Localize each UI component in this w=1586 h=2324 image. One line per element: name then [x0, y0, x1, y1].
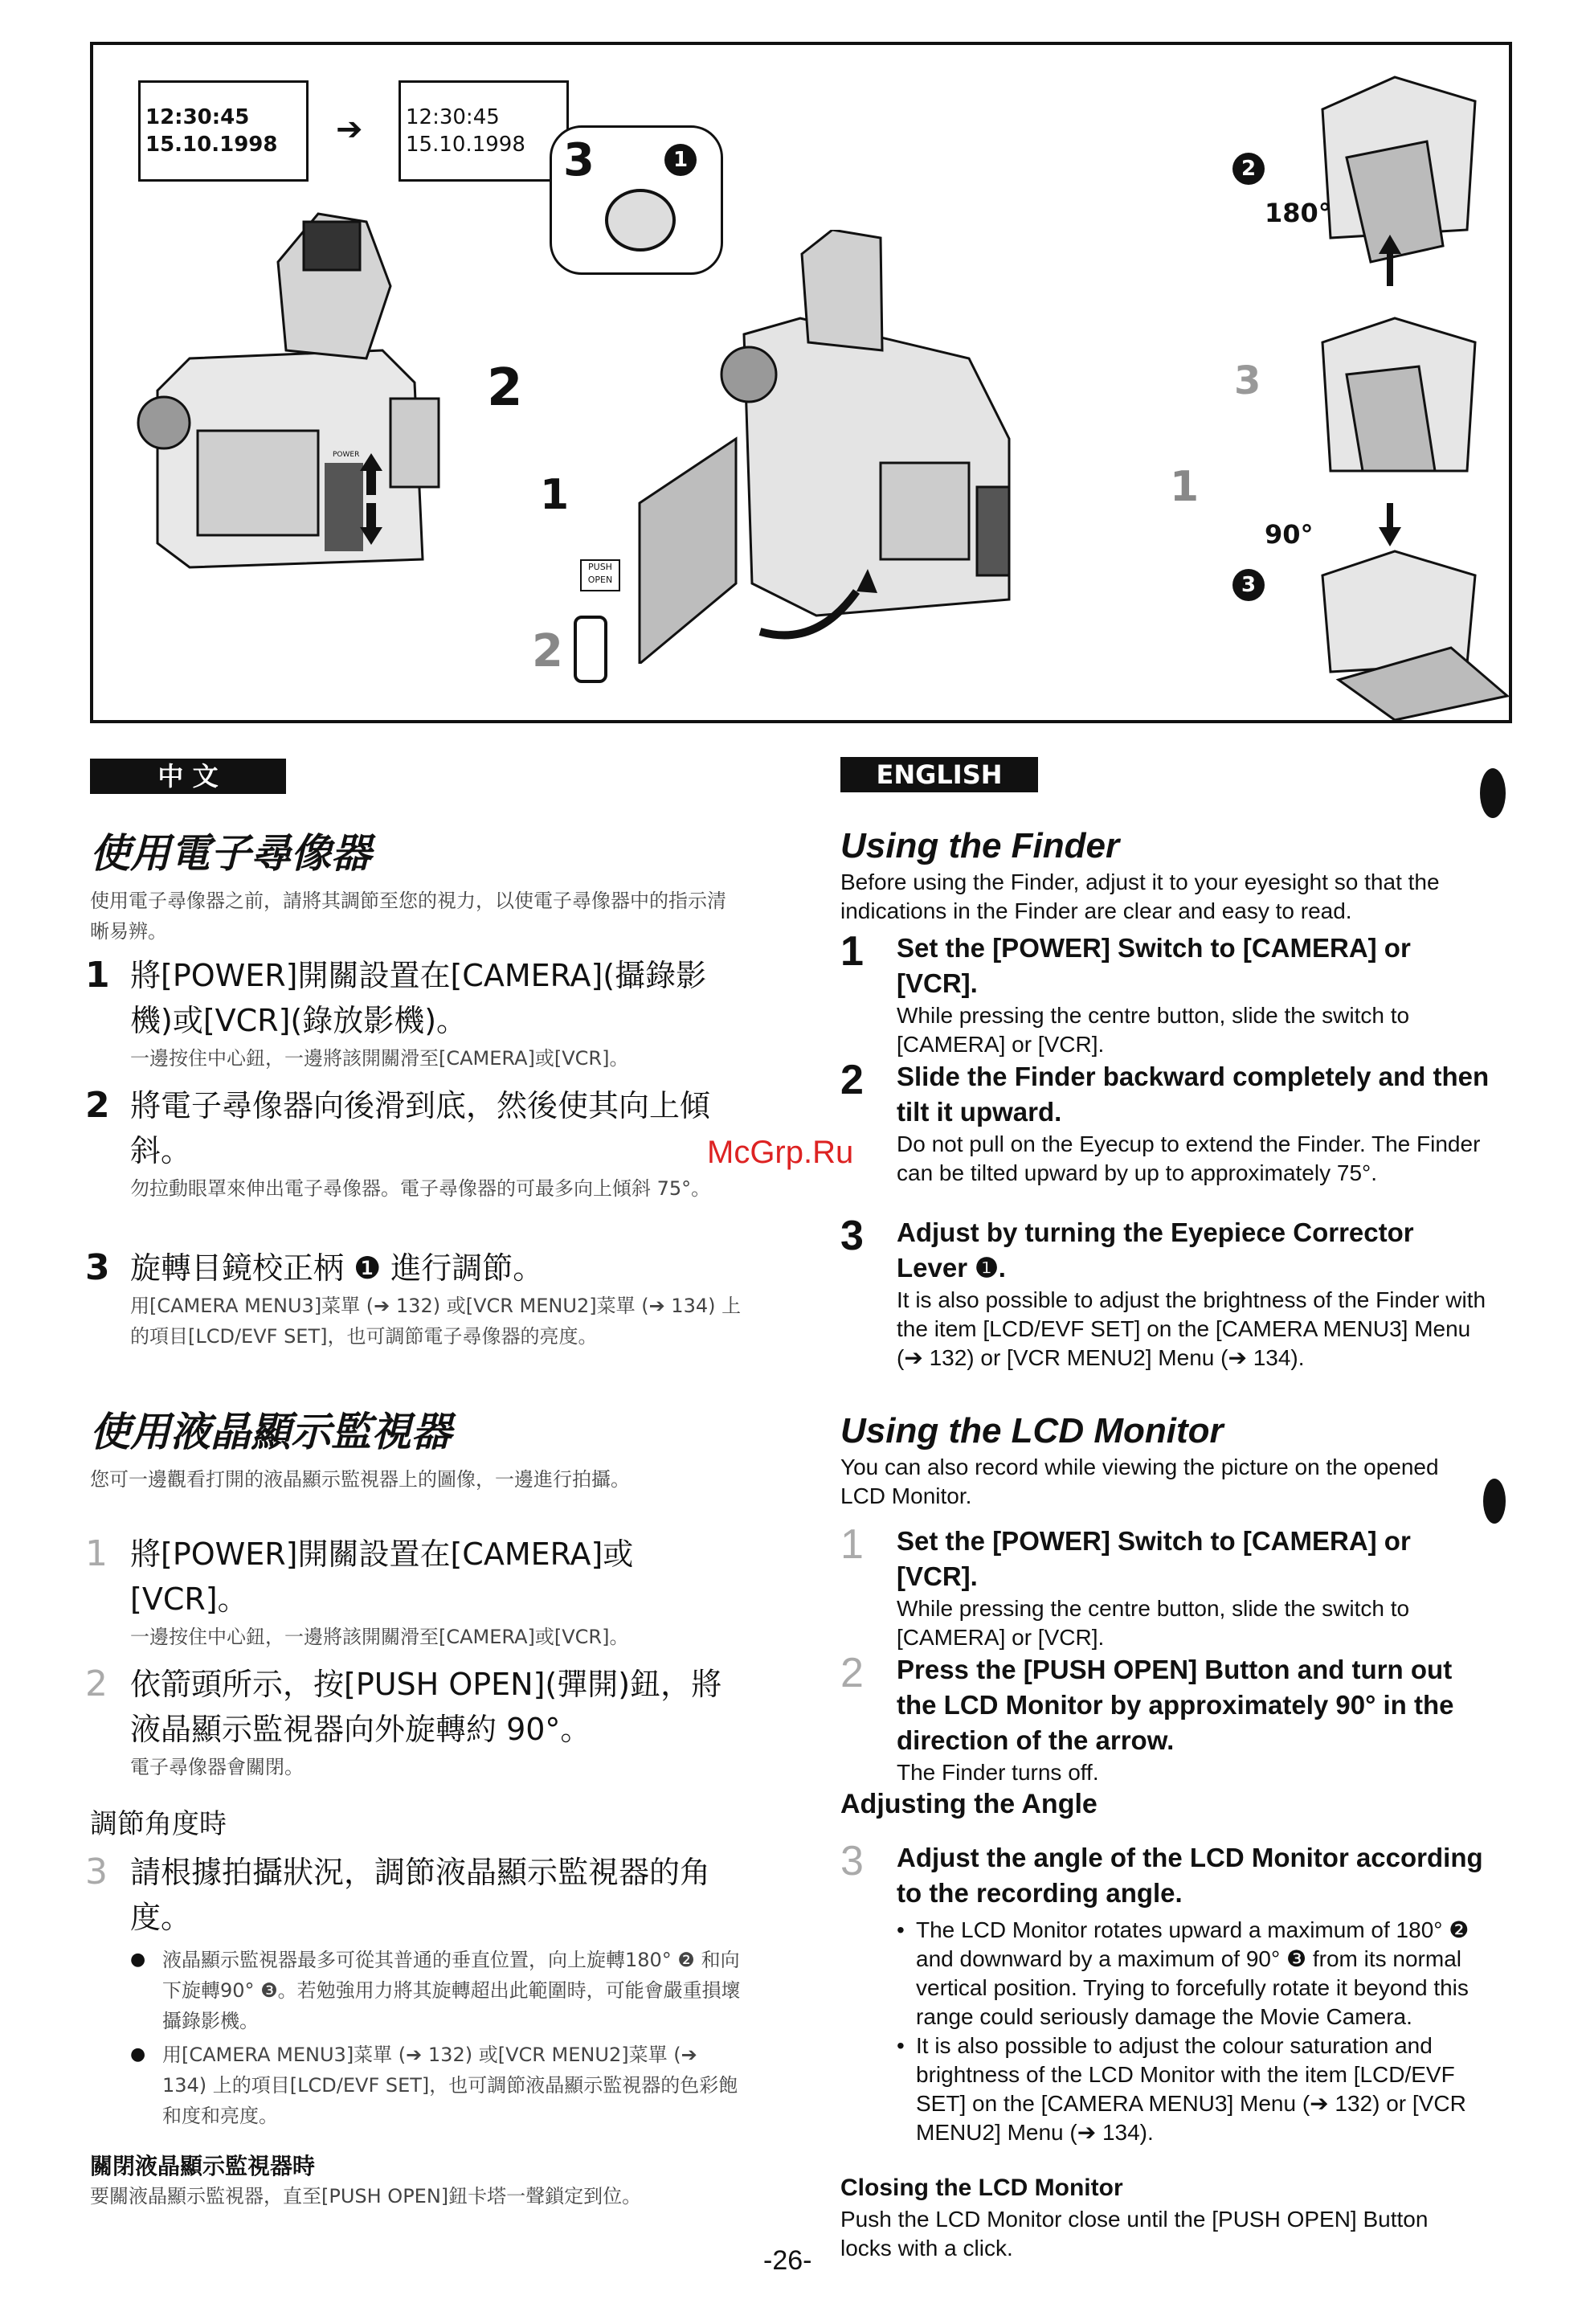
zh-close-text: 要關液晶顯示監視器，直至[PUSH OPEN]鈕卡塔一聲鎖定到位。 [90, 2185, 642, 2207]
angle-180: 180° [1265, 198, 1331, 228]
lcd-rotation-illustration [1274, 53, 1515, 720]
arrow-right-icon: ➔ [336, 111, 363, 148]
en-step-1-text: Set the [POWER] Switch to [CAMERA] or [VCR]. [897, 933, 1411, 998]
en-lcd-intro: You can also record while viewing the picture on the opened LCD Monitor. [840, 1455, 1439, 1508]
margin-mark-1 [1480, 768, 1506, 818]
marker-3-icon: 3 [1232, 569, 1265, 601]
zh-step-3 [85, 1246, 744, 1352]
en-lcd-step-2-text: Press the [PUSH OPEN] Button and turn out the LCD Monitor by approximately 90° in the direction of the arrow. [897, 1655, 1454, 1755]
push-open-label: PUSH OPEN [587, 562, 613, 585]
en-lcd-step-1-note: While pressing the centre button, slide the switch to [CAMERA] or [VCR]. [897, 1596, 1410, 1650]
angle-90: 90° [1265, 519, 1314, 550]
en-bullet-1: • The LCD Monitor rotates upward a maximum of 180° ❷ and downward by a maximum of 90° ❸ from its normal vertical position. Trying to forcefully rotate it beyond this range could seriously damage the Movie Camera. [897, 1916, 1491, 2031]
en-step-2-text: Slide the Finder backward completely and then tilt it upward. [897, 1062, 1490, 1127]
zh-bullet-list [130, 1945, 741, 2131]
en-step-3-num: 3 [840, 1213, 864, 1259]
zh-step-3-note: 用[CAMERA MENU3]菜單 (➔ 132) 或[VCR MENU2]菜單 (➔ 134) 上的項目[LCD/EVF SET]，也可調節電子尋像器的亮度。 [130, 1295, 742, 1348]
lever-marker-1: 1 [664, 144, 697, 176]
page-number: -26- [763, 2245, 812, 2276]
push-open-button [580, 559, 620, 591]
chinese-lang-label: 中 文 [90, 759, 286, 794]
camera-finder-illustration [125, 190, 623, 624]
zh-lcd-step-2-text: 依箭頭所示，按[PUSH OPEN](彈開)鈕，將液晶顯示監視器向外旋轉約 90°。 [130, 1667, 722, 1747]
illustration-frame [90, 42, 1512, 723]
en-angle-step-num: 3 [840, 1838, 864, 1884]
display-after-time: 12:30:45 [406, 105, 500, 129]
en-step-1-note: While pressing the centre button, slide the switch to [CAMERA] or [VCR]. [897, 1003, 1410, 1057]
en-step-2-note: Do not pull on the Eyecup to extend the Finder. The Finder can be tilted upward by up to approximately 75°. [897, 1131, 1481, 1185]
zh-close-heading: 關閉液晶顯示監視器時 [90, 2153, 316, 2179]
en-angle-step [840, 1840, 1491, 1911]
zh-step-2-text: 將電子尋像器向後滑到底，然後使其向上傾斜。 [130, 1088, 711, 1168]
english-lang-label: ENGLISH [840, 757, 1038, 792]
callout-3-rotation: 3 [1234, 358, 1261, 403]
zh-lcd-title: 使用液晶顯示監視器 [90, 1409, 452, 1455]
zh-lcd-step-2-note: 電子尋像器會關閉。 [130, 1756, 304, 1778]
en-bullet-1-text: The LCD Monitor rotates upward a maximum of 180° ❷ and downward by a maximum of 90° ❸ from its normal vertical position. Trying to forcefully rotate it beyond this range could seriously damage the Movie Camera. [916, 1917, 1470, 2029]
display-before [138, 80, 309, 182]
zh-step-3-text: 旋轉目鏡校正柄 ❶ 進行調節。 [130, 1250, 544, 1286]
zh-step-1-text: 將[POWER]開關設置在[CAMERA](攝錄影機)或[VCR](錄放影機)。 [130, 958, 707, 1038]
en-lcd-step-2-num: 2 [840, 1650, 864, 1696]
callout-1-lcd: 1 [1170, 463, 1200, 511]
zh-lcd-step-2-num: 2 [85, 1663, 108, 1704]
en-bullet-list [897, 1916, 1491, 2147]
en-step-1 [840, 928, 1491, 1059]
en-close-heading: Closing the LCD Monitor [840, 2175, 1123, 2201]
camera-lcd-illustration [591, 230, 1041, 664]
en-lcd-step-1-num: 1 [840, 1521, 864, 1568]
watermark: McGrp.Ru [707, 1135, 854, 1170]
zh-step-3-num: 3 [85, 1247, 110, 1288]
zh-angle-step [85, 1850, 744, 1940]
en-lcd-step-2 [840, 1652, 1491, 1787]
en-lcd-step-1-text: Set the [POWER] Switch to [CAMERA] or [VCR]. [897, 1526, 1411, 1591]
en-step-3-note: It is also possible to adjust the brightness of the Finder with the item [LCD/EVF SET] on the [CAMERA MENU3] Menu (➔ 132) or [VCR MENU2] Menu (➔ 134). [897, 1287, 1486, 1370]
en-step-3-text: Adjust by turning the Eyepiece Corrector Lever ❶. [897, 1217, 1414, 1283]
zh-angle-step-num: 3 [85, 1851, 108, 1892]
zh-bullet-1: ● 液晶顯示監視器最多可從其普通的垂直位置，向上旋轉180° ❷ 和向下旋轉90° ❸。若勉強用力將其旋轉超出此範圍時，可能會嚴重損壞攝錄影機。 [130, 1945, 741, 2036]
display-before-date: 15.10.1998 [145, 133, 278, 157]
en-close-text: Push the LCD Monitor close until the [PUSH OPEN] Button locks with a click. [840, 2207, 1429, 2261]
en-lcd-title: Using the LCD Monitor [840, 1411, 1224, 1450]
callout-3: 3 [563, 134, 595, 186]
callout-2-finder: 2 [487, 358, 523, 418]
en-bullet-2-text: It is also possible to adjust the colour saturation and brightness of the LCD Monitor with the item [LCD/EVF SET] on the [CAMERA MENU3] Menu (➔ 132) or [VCR MENU2] Menu (➔ 134). [916, 2033, 1466, 2145]
zh-step-2-note: 勿拉動眼罩來伸出電子尋像器。電子尋像器的可最多向上傾斜 75°。 [130, 1177, 711, 1200]
zh-finder-title: 使用電子尋像器 [90, 830, 371, 877]
zh-bullet-1-text: 液晶顯示監視器最多可從其普通的垂直位置，向上旋轉180° ❷ 和向下旋轉90° ❸。若勉強用力將其旋轉超出此範圍時，可能會嚴重損壞攝錄影機。 [162, 1949, 741, 2032]
en-step-2 [840, 1059, 1491, 1188]
zh-angle-step-text: 請根據拍攝狀況，調節液晶顯示監視器的角度。 [130, 1855, 711, 1935]
zh-step-1-num: 1 [85, 955, 110, 996]
display-before-time: 12:30:45 [145, 105, 250, 129]
zh-bullet-2-text: 用[CAMERA MENU3]菜單 (➔ 132) 或[VCR MENU2]菜單 (➔ 134) 上的項目[LCD/EVF SET]，也可調節液晶顯示監視器的色彩飽和度和亮度。 [162, 2044, 738, 2127]
callout-2-lcd: 2 [532, 625, 563, 677]
zh-step-2 [85, 1083, 744, 1204]
en-step-2-num: 2 [840, 1057, 864, 1103]
en-lcd-step-2-note: The Finder turns off. [897, 1760, 1099, 1785]
margin-mark-2 [1483, 1479, 1506, 1524]
en-lcd-step-1 [840, 1521, 1491, 1652]
en-angle-step-text: Adjust the angle of the LCD Monitor according to the recording angle. [897, 1843, 1483, 1908]
en-finder-title: Using the Finder [840, 826, 1120, 865]
zh-step-2-num: 2 [85, 1085, 110, 1126]
marker-2-icon: 2 [1232, 153, 1265, 185]
zh-step-1 [85, 953, 744, 1074]
display-after-date: 15.10.1998 [406, 133, 525, 157]
zh-lcd-step-1 [85, 1532, 744, 1652]
zh-step-1-note: 一邊按住中心鈕，一邊將該開關滑至[CAMERA]或[VCR]。 [130, 1047, 629, 1070]
zh-lcd-step-1-text: 將[POWER]開關設置在[CAMERA]或[VCR]。 [130, 1536, 634, 1617]
zh-angle-heading: 調節角度時 [90, 1808, 227, 1840]
zh-lcd-step-1-num: 1 [85, 1533, 108, 1574]
en-angle-heading: Adjusting the Angle [840, 1789, 1098, 1819]
callout-1-finder: 1 [540, 471, 570, 519]
en-step-1-num: 1 [840, 928, 864, 975]
zh-lcd-intro: 您可一邊觀看打開的液晶顯示監視器上的圖像，一邊進行拍攝。 [90, 1468, 630, 1491]
switch-power-label: POWER [333, 451, 360, 459]
button-shape-icon [574, 616, 607, 683]
display-after [399, 80, 569, 182]
en-step-3 [840, 1215, 1491, 1373]
zh-lcd-step-1-note: 一邊按住中心鈕，一邊將該開關滑至[CAMERA]或[VCR]。 [130, 1626, 629, 1648]
en-bullet-2: • It is also possible to adjust the colour saturation and brightness of the LCD Monitor with the item [LCD/EVF SET] on the [CAMERA MENU3] Menu (➔ 132) or [VCR MENU2] Menu (➔ 134). [897, 2031, 1491, 2147]
zh-lcd-step-2 [85, 1662, 744, 1782]
zh-finder-intro: 使用電子尋像器之前，請將其調節至您的視力，以使電子尋像器中的指示清晰易辨。 [90, 890, 726, 943]
en-finder-intro: Before using the Finder, adjust it to your eyesight so that the indications in the Finder are clear and easy to read. [840, 869, 1440, 923]
zh-bullet-2: ● 用[CAMERA MENU3]菜單 (➔ 132) 或[VCR MENU2]菜單 (➔ 134) 上的項目[LCD/EVF SET]，也可調節液晶顯示監視器的色彩飽和度和亮度。 [130, 2040, 741, 2131]
